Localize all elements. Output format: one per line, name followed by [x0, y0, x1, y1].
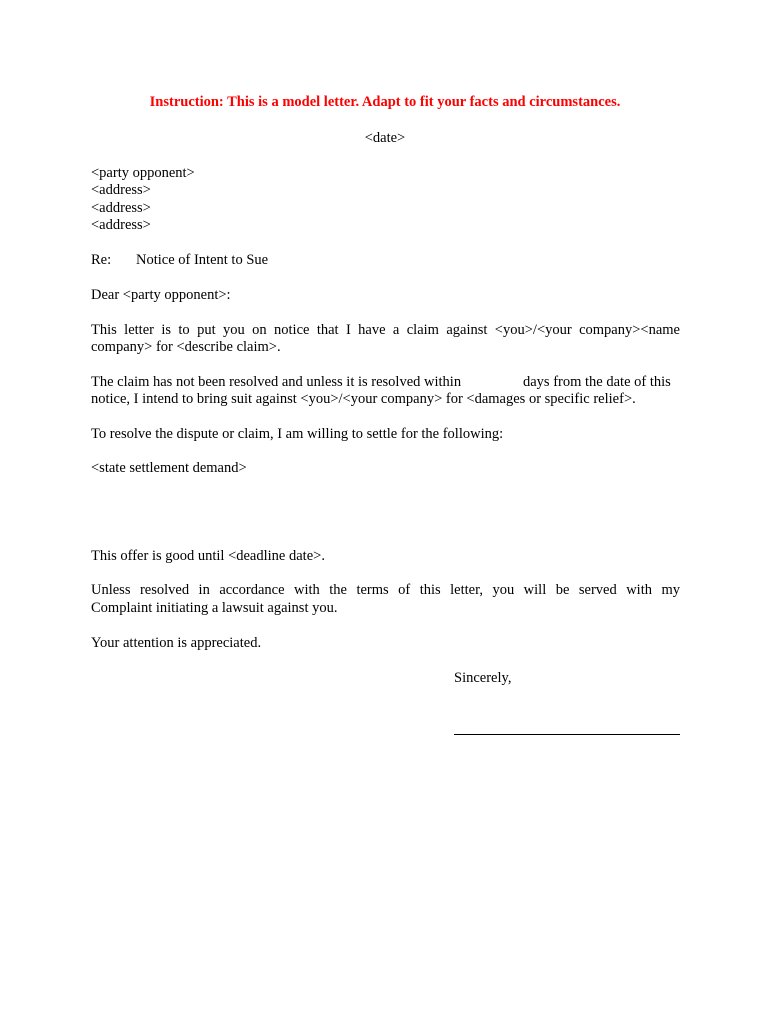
deadline-paragraph-line-2: notice, I intend to bring suit against <you>/<your company> for <damages or specific relief>. [91, 391, 636, 407]
instruction-heading: Instruction: This is a model letter. Adapt to fit your facts and circumstances. [149, 94, 621, 110]
sign-off: Sincerely, [454, 670, 512, 686]
recipient-address-line-2: <address> [91, 200, 151, 216]
closing-note: Your attention is appreciated. [91, 635, 262, 651]
recipient-name: <party opponent> [91, 165, 195, 181]
warning-paragraph-line-2: Complaint initiating a lawsuit against you. [91, 600, 338, 616]
settlement-demand: <state settlement demand> [91, 460, 247, 476]
salutation: Dear <party opponent>: [91, 287, 231, 303]
signature-line [454, 734, 680, 735]
claim-paragraph-line-1: This letter is to put you on notice that I have a claim against <you>/<your company><name [91, 322, 680, 338]
claim-paragraph-line-2: company> for <describe claim>. [91, 339, 281, 355]
warning-paragraph-line-1: Unless resolved in accordance with the terms of this letter, you will be served with my [91, 582, 680, 598]
letter-date: <date> [364, 130, 406, 146]
offer-deadline: This offer is good until <deadline date>. [91, 548, 325, 564]
deadline-paragraph-line-1a: The claim has not been resolved and unless it is resolved within [91, 374, 462, 390]
re-label: Re: [91, 252, 112, 268]
deadline-paragraph-line-1b: days from the date of this [523, 374, 671, 390]
recipient-address-line-1: <address> [91, 182, 151, 198]
recipient-address-line-3: <address> [91, 217, 151, 233]
re-subject: Notice of Intent to Sue [136, 252, 269, 268]
settlement-intro: To resolve the dispute or claim, I am willing to settle for the following: [91, 426, 504, 442]
